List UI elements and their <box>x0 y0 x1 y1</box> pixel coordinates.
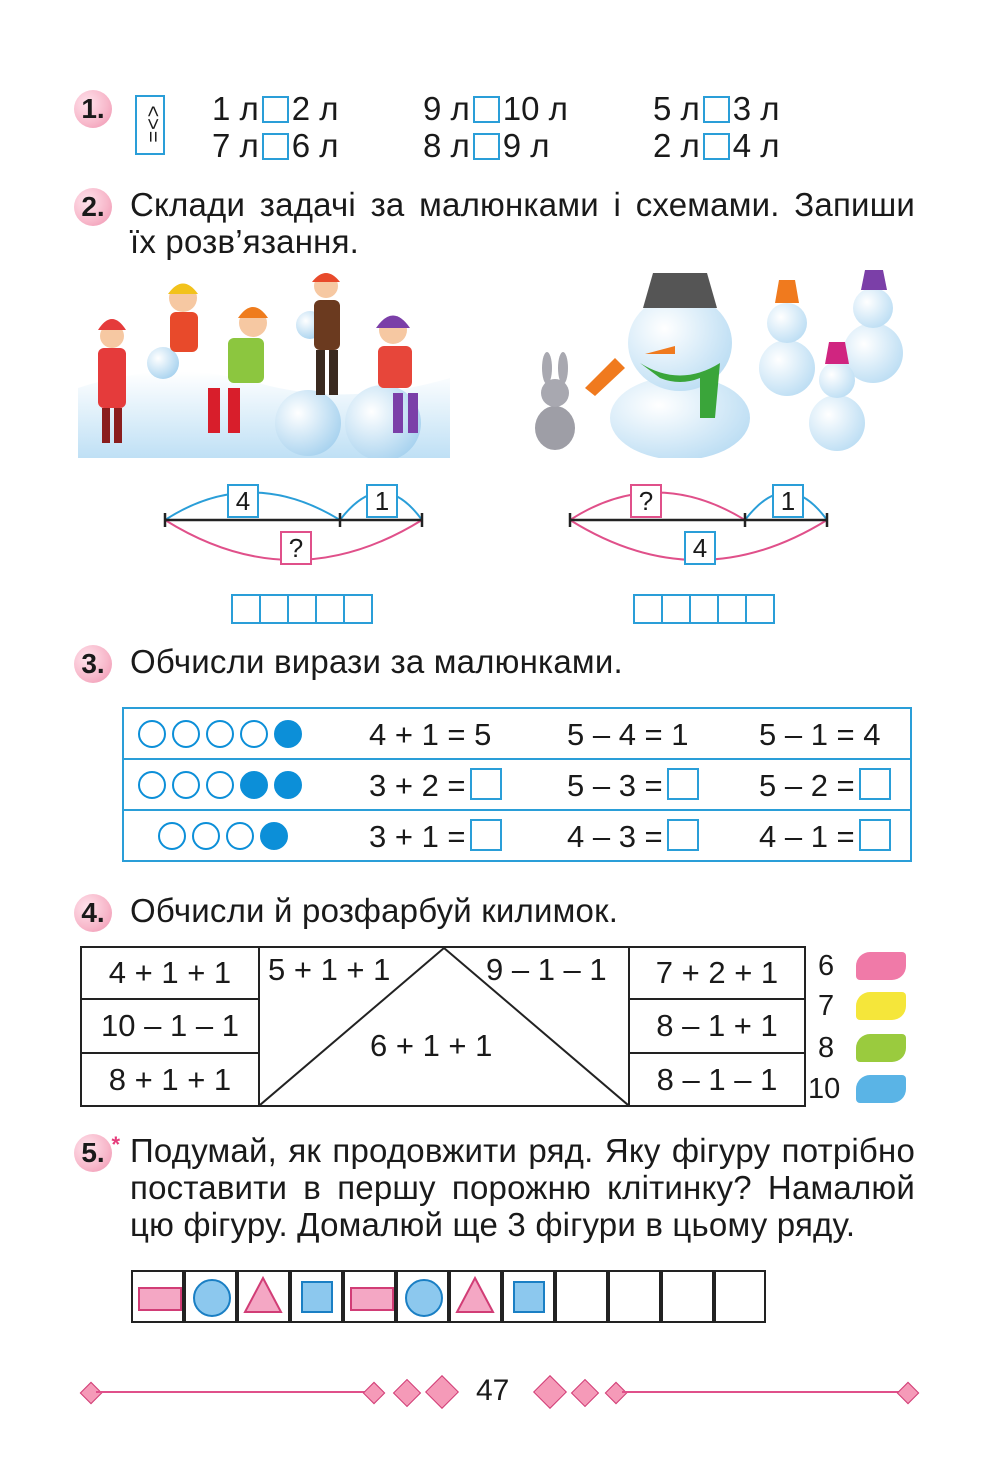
seq-cell <box>502 1270 555 1323</box>
seq-cell <box>131 1270 184 1323</box>
carpet-cell[interactable]: 4 + 1 + 1 <box>80 946 260 1000</box>
circle-shape <box>405 1279 443 1317</box>
expression: 4 – 3 = <box>567 819 699 855</box>
star-icon: * <box>111 1132 120 1157</box>
seq-cell-empty[interactable] <box>661 1270 714 1323</box>
paint-swatch-pink <box>856 952 906 980</box>
seq-cell <box>184 1270 237 1323</box>
expressions-table <box>122 707 912 862</box>
comparison-1: 1 л 2 л <box>212 90 339 127</box>
task5-number: 5. * <box>74 1134 112 1172</box>
diamond-icon <box>363 1382 386 1405</box>
task3-text: Обчисли вирази за малюнками. <box>130 643 623 680</box>
table-row <box>124 811 910 862</box>
triangle-shape <box>239 1272 288 1321</box>
seq-cell <box>449 1270 502 1323</box>
task1-number: 1. <box>74 90 112 128</box>
task3-number: 3. <box>74 645 112 683</box>
expression: 4 – 1 = <box>759 819 891 855</box>
answer-box[interactable] <box>703 133 730 160</box>
diamond-icon <box>571 1379 599 1407</box>
carpet-cell[interactable]: 8 + 1 + 1 <box>80 1052 260 1107</box>
seq-cell <box>290 1270 343 1323</box>
carpet-middle[interactable] <box>258 946 630 1107</box>
comparison-6: 2 л 4 л <box>653 127 780 164</box>
carpet-top-left: 5 + 1 + 1 <box>268 952 391 987</box>
answer-box[interactable] <box>859 768 891 800</box>
comparison-signs-box <box>135 95 165 155</box>
expression: 3 + 1 = <box>369 819 502 855</box>
square-shape <box>301 1281 333 1313</box>
expression: 5 – 2 = <box>759 768 891 804</box>
scheme-left-total: ? <box>280 531 312 565</box>
paint-swatch-green <box>856 1034 906 1062</box>
footer-line-right <box>622 1391 902 1393</box>
comparison-5: 5 л 3 л <box>653 90 780 127</box>
page-number: 47 <box>476 1374 510 1407</box>
task5-text: Подумай, як продовжити ряд. Яку фігуру потрібно поставити в першу порожню клітинку? Намалюй цю фігуру. Домалюй ще 3 фігури в цьому ряду. <box>130 1132 915 1243</box>
task4-text: Обчисли й розфарбуй килимок. <box>130 892 619 929</box>
square-shape <box>513 1281 545 1313</box>
circle-group <box>138 771 308 804</box>
comparison-3: 9 л 10 л <box>423 90 568 127</box>
scheme-left-part2: 1 <box>366 484 398 518</box>
answer-boxes-left[interactable] <box>231 594 371 624</box>
diamond-icon <box>897 1382 920 1405</box>
answer-box[interactable] <box>667 819 699 851</box>
scheme-right-total: 4 <box>684 531 716 565</box>
triangle-shape <box>451 1272 500 1321</box>
rectangle-shape <box>138 1287 182 1311</box>
carpet-cell[interactable]: 8 – 1 + 1 <box>628 998 806 1054</box>
seq-cell-empty[interactable] <box>608 1270 661 1323</box>
seq-cell <box>343 1270 396 1323</box>
legend-value: 7 <box>818 990 835 1022</box>
answer-box[interactable] <box>667 768 699 800</box>
sign-lt: < <box>141 105 164 119</box>
kids-snow-illustration <box>78 268 450 458</box>
scheme-left-part1: 4 <box>227 484 259 518</box>
snowmen-illustration <box>525 268 920 458</box>
task4-number: 4. <box>74 894 112 932</box>
circle-shape <box>193 1279 231 1317</box>
answer-box[interactable] <box>262 133 289 160</box>
seq-cell <box>237 1270 290 1323</box>
legend-value: 6 <box>818 950 835 982</box>
answer-box[interactable] <box>473 96 500 123</box>
seq-cell-empty[interactable] <box>714 1270 766 1323</box>
seq-cell <box>396 1270 449 1323</box>
answer-box[interactable] <box>859 819 891 851</box>
carpet-cell[interactable]: 7 + 2 + 1 <box>628 946 806 1000</box>
legend-value: 8 <box>818 1032 835 1064</box>
answer-box[interactable] <box>473 133 500 160</box>
answer-boxes-right[interactable] <box>633 594 773 624</box>
paint-swatch-blue <box>856 1075 906 1103</box>
paint-swatch-yellow <box>856 992 906 1020</box>
circle-group <box>138 720 308 753</box>
answer-box[interactable] <box>470 768 502 800</box>
legend-value: 10 <box>808 1073 841 1105</box>
carpet-top-right: 9 – 1 – 1 <box>486 952 607 987</box>
seq-cell-empty[interactable] <box>555 1270 608 1323</box>
diamond-icon <box>425 1375 459 1409</box>
diamond-icon <box>605 1382 628 1405</box>
rectangle-shape <box>350 1287 394 1311</box>
expression: 5 – 3 = <box>567 768 699 804</box>
task2-number: 2. <box>74 188 112 226</box>
comparison-4: 8 л 9 л <box>423 127 550 164</box>
carpet-cell[interactable]: 8 – 1 – 1 <box>628 1052 806 1107</box>
circle-group <box>158 822 294 855</box>
scheme-right-part1: ? <box>630 484 662 518</box>
sign-eq: = <box>141 130 164 144</box>
answer-box[interactable] <box>470 819 502 851</box>
task2-text: Склади задачі за малюнками і схемами. Запиши їх розв’язання. <box>130 186 915 260</box>
diamond-icon <box>393 1379 421 1407</box>
expression: 3 + 2 = <box>369 768 502 804</box>
expression: 5 – 4 = 1 <box>567 717 689 752</box>
scheme-right-part2: 1 <box>772 484 804 518</box>
sign-gt: > <box>141 118 164 131</box>
answer-box[interactable] <box>262 96 289 123</box>
diamond-icon <box>80 1382 103 1405</box>
carpet-center: 6 + 1 + 1 <box>370 1028 493 1063</box>
expression: 4 + 1 = 5 <box>369 717 492 752</box>
table-row <box>124 709 910 760</box>
carpet-cell[interactable]: 10 – 1 – 1 <box>80 998 260 1054</box>
expression: 5 – 1 = 4 <box>759 717 881 752</box>
table-row <box>124 760 910 811</box>
diamond-icon <box>533 1375 567 1409</box>
footer-line-left <box>96 1391 368 1393</box>
comparison-2: 7 л 6 л <box>212 127 339 164</box>
answer-box[interactable] <box>703 96 730 123</box>
